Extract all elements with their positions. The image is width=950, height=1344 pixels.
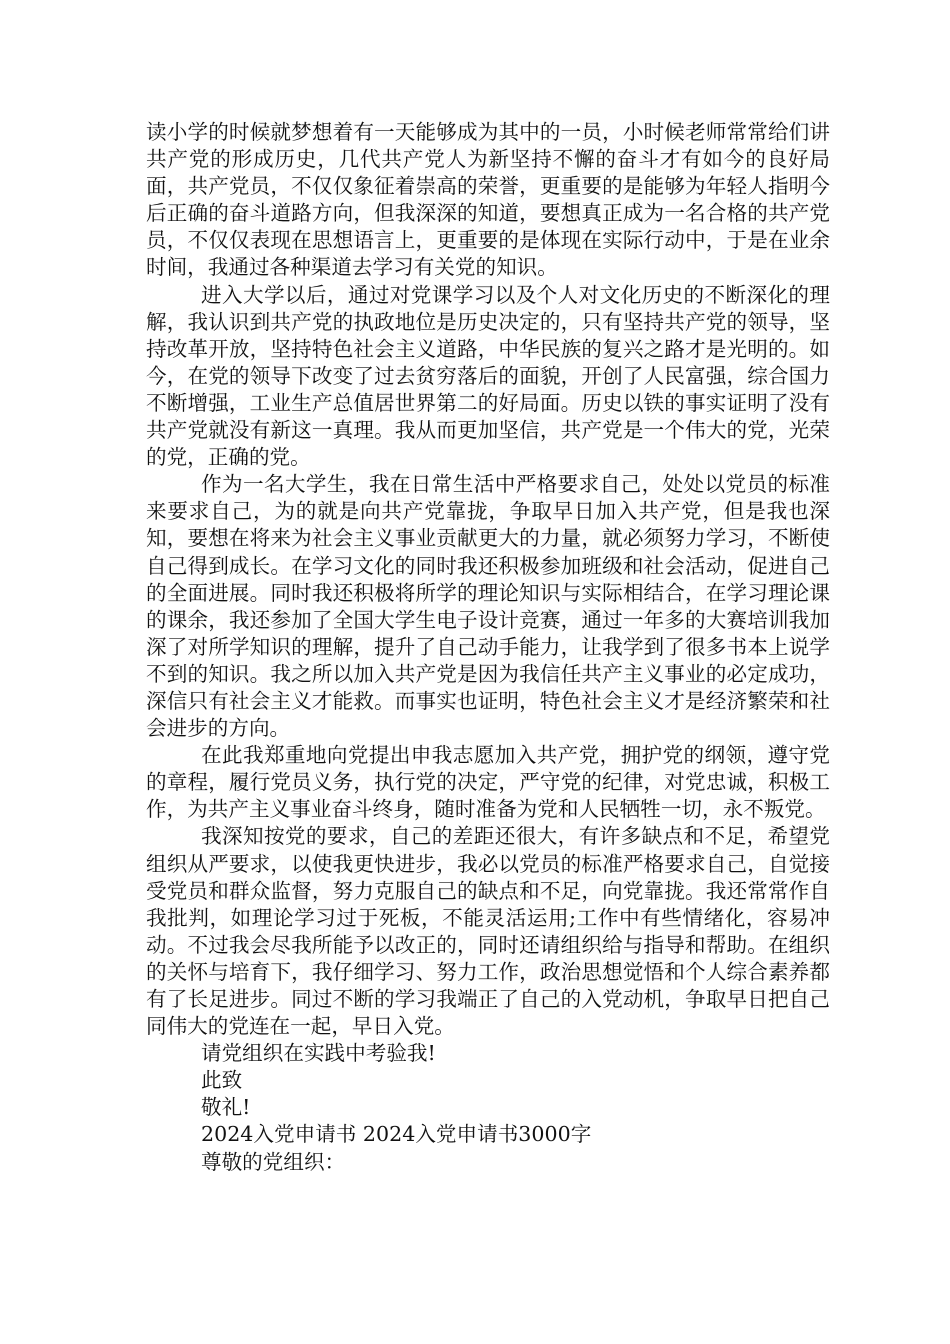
closing-regards: 敬礼!: [201, 1095, 251, 1120]
document-body: [146, 119, 830, 1176]
paragraph-continued: 读小学的时候就梦想着有一天能够成为其中的一员，小时候老师常常给们讲共产党的形成历史，几代共产党人为新坚持不懈的奋斗才有如今的良好局面，共产党员，不仅仅象征着崇高的荣誉，更重要的是能够为年轻人指明今后正确的奋斗道路方向，但我深深的知道，要想真正成为一名合格的共产党员，不仅仅表现在思想语言上，更重要的是体现在实际行动中，于是在业余时间，我通过各种渠道去学习有关党的知识。: [146, 120, 830, 280]
paragraph-pledge: 在此我郑重地向党提出申我志愿加入共产党，拥护党的纲领，遵守党的章程，履行党员义务，执行党的决定，严守党的纪律，对党忠诚，积极工作，为共产主义事业奋斗终身，随时准备为党和人民牺牲一切，永不叛党。: [146, 743, 830, 822]
paragraph-student-life: 作为一名大学生，我在日常生活中严格要求自己，处处以党员的标准来要求自己，为的就是向共产党靠拢，争取早日加入共产党，但是我也深知，要想在将来为社会主义事业贡献更大的力量，就必须努力学习，不断使自己得到成长。在学习文化的同时我还积极参加班级和社会活动，促进自己的全面进展。同时我还积极将所学的理论知识与实际相结合，在学习理论课的课余，我还参加了全国大学生电子设计竞赛，通过一年多的大赛培训我加深了对所学知识的理解，提升了自己动手能力，让我学到了很多书本上说学不到的知识。我之所以加入共产党是因为我信任共产主义事业的必定成功，深信只有社会主义才能救。而事实也证明，特色社会主义才是经济繁荣和社会进步的方向。: [146, 472, 830, 741]
closing-salutation: 此致: [201, 1068, 243, 1093]
next-document-title: 2024入党申请书 2024入党申请书3000字: [201, 1122, 592, 1147]
paragraph-self-criticism: 我深知按党的要求，自己的差距还很大，有许多缺点和不足，希望党组织从严要求，以使我更快进步，我必以党员的标准严格要求自己，自觉接受党员和群众监督，努力克服自己的缺点和不足，向党靠拢。我还常常作自我批判，如理论学习过于死板，不能灵活运用;工作中有些情绪化，容易冲动。不过我会尽我所能予以改正的，同时还请组织给与指导和帮助。在组织的关怀与培育下，我仔细学习、努力工作，政治思想觉悟和个人综合素养都有了长足进步。同过不断的学习我端正了自己的入党动机，争取早日把自己同伟大的党连在一起，早日入党。: [146, 824, 830, 1039]
paragraph-university: 进入大学以后，通过对党课学习以及个人对文化历史的不断深化的理解，我认识到共产党的执政地位是历史决定的，只有坚持共产党的领导，坚持改革开放，坚持特色社会主义道路，中华民族的复兴之路才是光明的。如今，在党的领导下改变了过去贫穷落后的面貌，开创了人民富强，综合国力不断增强，工业生产总值居世界第二的好局面。历史以铁的事实证明了没有共产党就没有新这一真理。我从而更加坚信，共产党是一个伟大的党，光荣的党，正确的党。: [146, 282, 830, 470]
next-document-greeting: 尊敬的党组织：: [201, 1149, 346, 1174]
closing-request: 请党组织在实践中考验我!: [201, 1041, 436, 1066]
